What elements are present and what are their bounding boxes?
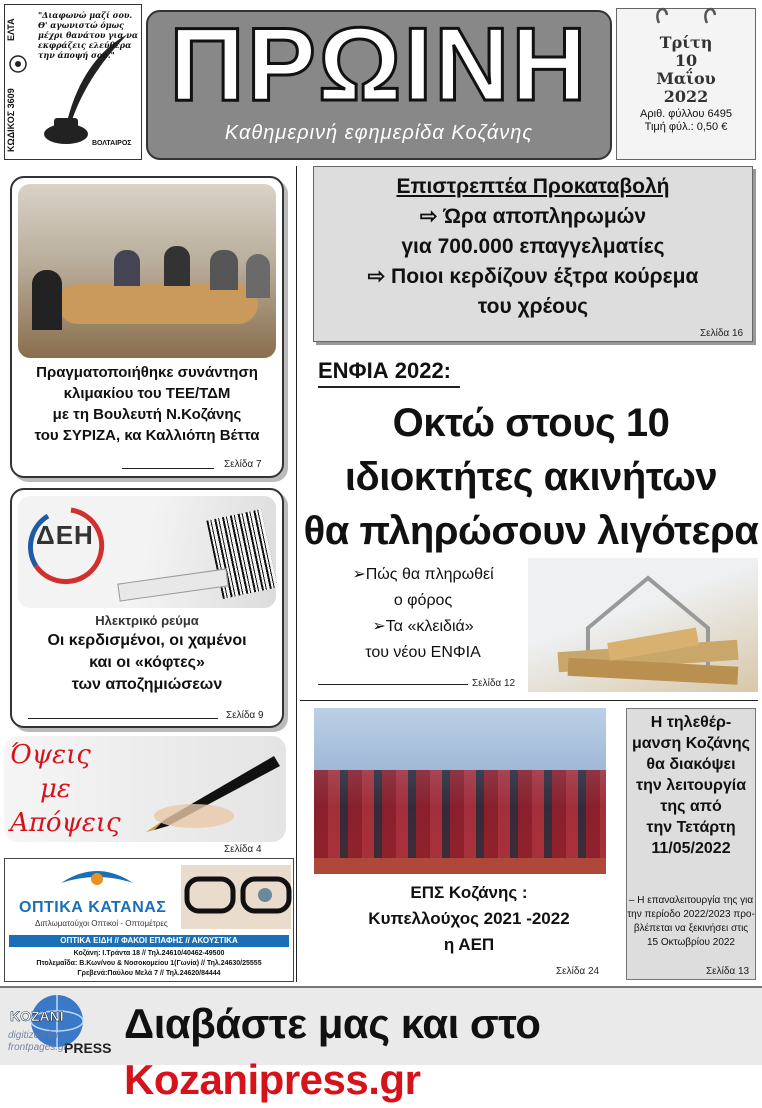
text-line: ⇨ Ποιοι κερδίζουν έξτρα κούρεμα bbox=[367, 265, 699, 288]
eps-caption[interactable] bbox=[314, 880, 624, 958]
eye-logo-icon bbox=[57, 865, 137, 893]
optika-name: ΟΠΤΙΚΑ ΚΑΤΑΝΑΣ bbox=[19, 899, 167, 916]
text-line: και οι «κόφτες» bbox=[89, 654, 205, 671]
elta-seal-icon bbox=[8, 54, 28, 74]
article-tee-text bbox=[12, 362, 282, 446]
row-divider bbox=[300, 700, 758, 701]
fountain-pen-icon bbox=[124, 750, 284, 834]
calendar-rings-icon bbox=[651, 1, 723, 25]
text-line: την περίοδο 2022/2023 προ- bbox=[627, 909, 755, 920]
euro-house-photo bbox=[528, 558, 758, 692]
bullet-line: ο φόρος bbox=[393, 592, 453, 609]
text-line: Απόψεις bbox=[10, 808, 121, 838]
article-dei-card[interactable] bbox=[10, 488, 284, 728]
date-month: Μαΐου bbox=[656, 69, 716, 88]
text-line: 11/05/2022 bbox=[651, 840, 731, 857]
eyeglasses-icon bbox=[181, 865, 291, 929]
article-tee-card[interactable] bbox=[10, 176, 284, 478]
page-reference: Σελίδα 7 bbox=[224, 459, 262, 470]
optika-addresses bbox=[9, 949, 289, 979]
address-line: Γρεβενά:Παύλου Μελά 7 // Τηλ.24620/84444 bbox=[77, 970, 221, 977]
issue-info bbox=[616, 108, 756, 134]
headline-line: θα πληρώσουν λιγότερα bbox=[303, 509, 759, 553]
bullet-line: του νέου ΕΝΦΙΑ bbox=[365, 644, 481, 661]
text-line: βλέπεται να ξεκινήσει στις bbox=[633, 923, 749, 934]
article-dei-text bbox=[12, 630, 282, 696]
tilethermansi-note bbox=[626, 894, 756, 950]
text-line: 15 Οκτωβρίου 2022 bbox=[646, 937, 735, 948]
address-line: Πτολεμαΐδα: Β.Κων/νου & Νοσοκομείου 1(Γωνία) // Τηλ.24630/25555 bbox=[36, 960, 262, 967]
text-line: των αποζημιώσεων bbox=[71, 676, 223, 693]
newspaper-subtitle: Καθημερινή εφημερίδα Κοζάνης bbox=[224, 122, 534, 144]
text-line: μανση Κοζάνης bbox=[632, 735, 750, 752]
postal-ribbon bbox=[6, 10, 30, 160]
optika-services: ΟΠΤΙΚΑ ΕΙΔΗ // ΦΑΚΟΙ ΕΠΑΦΗΣ // ΑΚΟΥΣΤΙΚΑ bbox=[9, 935, 289, 947]
enfia-headline[interactable] bbox=[300, 396, 762, 558]
house-money-icon bbox=[548, 568, 748, 688]
logo-kozani: KOZANI bbox=[10, 1008, 64, 1024]
text-line: ΕΠΣ Κοζάνης : bbox=[410, 883, 528, 902]
text-line: Όψεις bbox=[10, 740, 91, 770]
text-line: με bbox=[40, 774, 71, 804]
page-reference: Σελίδα 12 bbox=[472, 678, 516, 689]
date-year: 2022 bbox=[663, 87, 709, 106]
person-silhouette bbox=[32, 270, 62, 330]
text-line: την Τετάρτη bbox=[646, 819, 736, 836]
issue-number: Αριθ. φύλλου 6495 bbox=[640, 108, 732, 120]
meeting-photo bbox=[18, 184, 276, 358]
newspaper-title: ΠΡΩΙΝΗ bbox=[169, 7, 589, 123]
page-reference: Σελίδα 24 bbox=[556, 966, 600, 977]
text-line: η ΑΕΠ bbox=[443, 935, 495, 954]
prokatavoli-title: Επιστρεπτέα Προκαταβολή bbox=[396, 175, 670, 198]
dei-bill-photo bbox=[18, 496, 276, 608]
text-line: με τη Βουλευτή Ν.Κοζάνης bbox=[52, 406, 242, 423]
enfia-underline bbox=[318, 386, 460, 388]
person-silhouette bbox=[164, 246, 190, 286]
text-line: ⇨ Ώρα αποπληρωμών bbox=[419, 205, 647, 228]
opseis-card[interactable] bbox=[4, 736, 286, 842]
logo-press: PRESS bbox=[64, 1040, 112, 1056]
text-line: – Η επαναλειτουργία της για bbox=[628, 895, 754, 906]
enfia-bullets bbox=[318, 562, 528, 666]
date-day: 10 bbox=[674, 51, 698, 70]
prokatavoli-text bbox=[313, 172, 753, 322]
issue-date bbox=[616, 34, 756, 106]
dei-logo: ΔΕΗ bbox=[36, 520, 94, 550]
football-team-photo bbox=[314, 708, 606, 874]
text-line: Οι κερδισμένοι, οι χαμένοι bbox=[47, 632, 247, 649]
column-divider bbox=[296, 166, 297, 982]
person-silhouette bbox=[210, 250, 238, 290]
kozanipress-logo bbox=[8, 990, 118, 1062]
enfia-label: ΕΝΦΙΑ 2022: bbox=[318, 358, 451, 383]
person-silhouette bbox=[246, 254, 270, 298]
voltaire-quote: "Διαφωνώ μαζί σου. Θ' αγωνιστώ όμως μέχρι θανάτου για να εκφράζεις ελεύθερα την άποψή σου." bbox=[38, 10, 139, 60]
quote-author: ΒΟΛΤΑΙΡΟΣ bbox=[92, 140, 132, 147]
text-line: την λειτουργία bbox=[635, 777, 747, 794]
text-line: Η τηλεθέρ- bbox=[650, 714, 732, 731]
bullet-line: ➢Πώς θα πληρωθεί bbox=[352, 566, 494, 583]
text-line: της από bbox=[660, 798, 722, 815]
elta-label: ΕΛΤΑ bbox=[6, 18, 16, 42]
page-reference: Σελίδα 4 bbox=[224, 844, 262, 855]
address-line: Κοζάνη: Ι.Τράντα 18 // Τηλ.24610/40462-49500 bbox=[73, 950, 225, 957]
text-line: του χρέους bbox=[477, 295, 589, 318]
text-line: του ΣΥΡΙΖΑ, κα Καλλιόπη Βέττα bbox=[34, 427, 260, 444]
issue-price: Τιμή φύλ.: 0,50 € bbox=[644, 121, 728, 133]
page-reference: Σελίδα 9 bbox=[226, 710, 264, 721]
text-line: για 700.000 επαγγελματίες bbox=[401, 235, 665, 258]
headline-line: Οκτώ στους 10 bbox=[392, 401, 670, 445]
opseis-title bbox=[10, 738, 121, 840]
divider bbox=[122, 468, 214, 469]
divider bbox=[318, 684, 468, 685]
dei-kicker: Ηλεκτρικό ρεύμα bbox=[95, 613, 199, 628]
bullet-line: ➢Τα «κλειδιά» bbox=[372, 618, 474, 635]
text-line: θα διακόψει bbox=[646, 756, 736, 773]
meeting-table bbox=[58, 284, 258, 324]
person-silhouette bbox=[114, 250, 140, 286]
postal-code: ΚΩΔΙΚΟΣ 3609 bbox=[6, 88, 16, 152]
text-line: κλιμακίου του ΤΕΕ/ΤΔΜ bbox=[63, 385, 231, 402]
text-line: Κυπελλούχος 2021 -2022 bbox=[368, 909, 570, 928]
banner-site[interactable]: Kozanipress.gr bbox=[124, 1056, 421, 1103]
page-reference: Σελίδα 13 bbox=[706, 966, 750, 977]
tilethermansi-text bbox=[626, 712, 756, 859]
date-weekday: Τρίτη bbox=[659, 33, 713, 52]
running-track bbox=[314, 858, 606, 874]
page-reference: Σελίδα 16 bbox=[700, 328, 744, 339]
headline-line: ιδιοκτήτες ακινήτων bbox=[344, 455, 718, 499]
banner-slogan[interactable] bbox=[124, 996, 762, 1108]
optika-tagline: Διπλωματούχοι Οπτικοί - Οπτομέτρες bbox=[35, 919, 168, 928]
optika-katanas-ad[interactable] bbox=[4, 858, 294, 982]
banner-text: Διαβάστε μας και στο bbox=[124, 1000, 541, 1047]
bill-number-field bbox=[117, 568, 228, 601]
watermark: digitized for frontpages.gr bbox=[8, 1030, 67, 1053]
divider bbox=[28, 718, 218, 719]
text-line: Πραγματοποιήθηκε συνάντηση bbox=[36, 364, 258, 381]
